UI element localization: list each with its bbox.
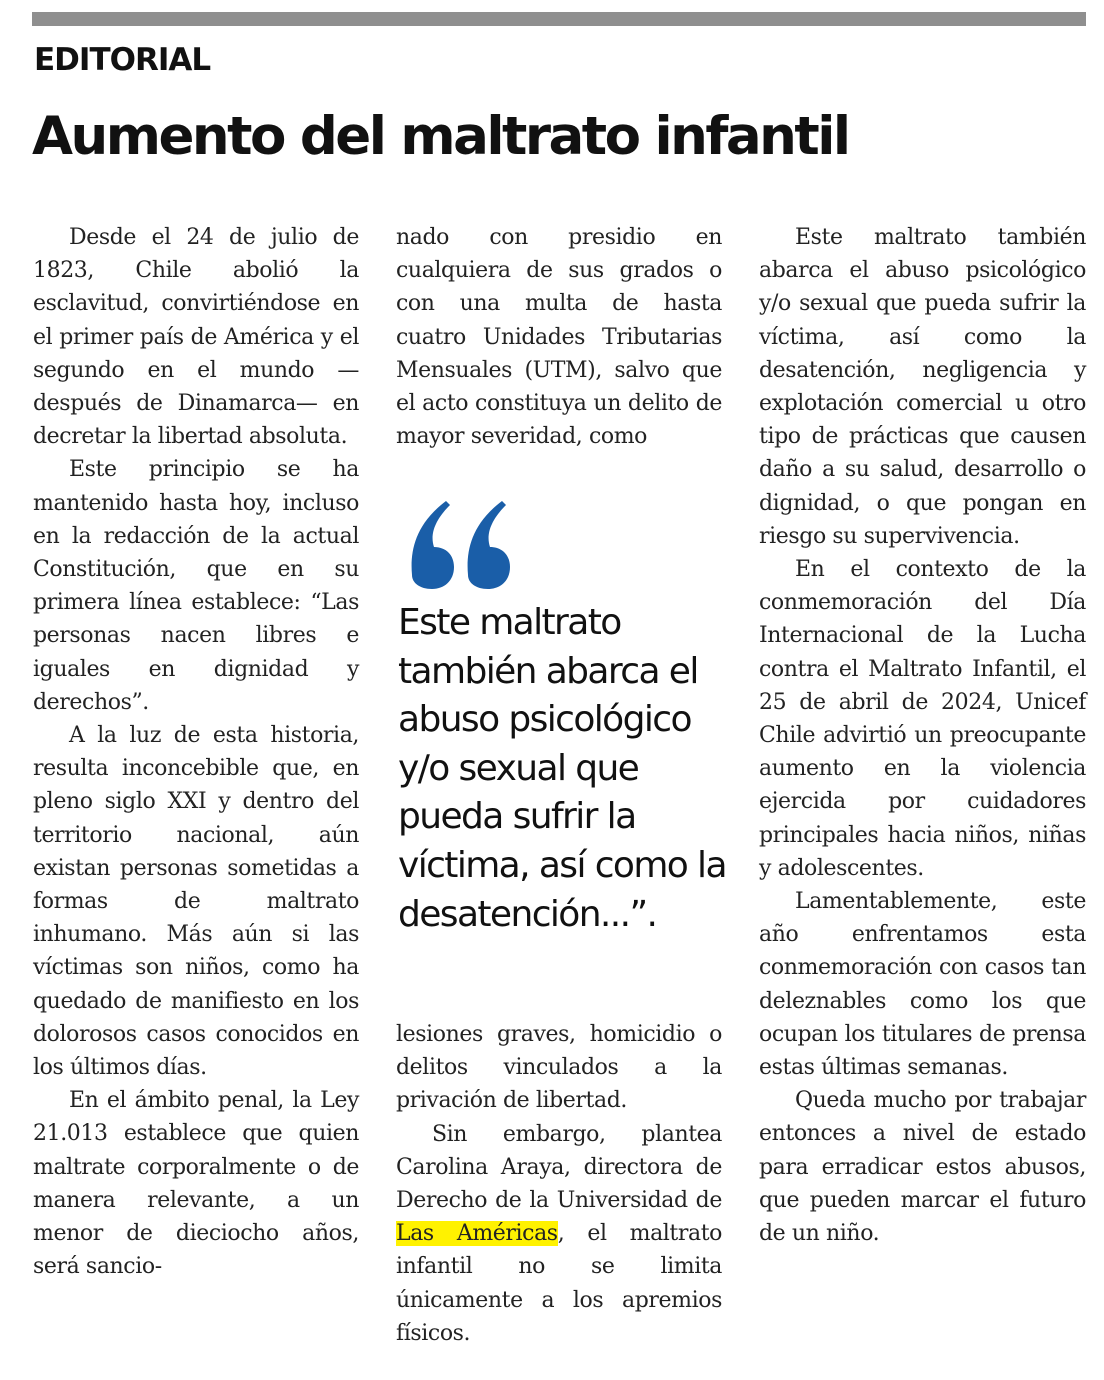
headline: Aumento del maltrato infantil [32, 106, 849, 167]
paragraph: En el contexto de la conmemoración del Día Internacional de la Lucha contra el Maltrato Infantil, el 25 de abril de 2024, Unicef Chile advirtió un preocupante aumento en la violencia ejercida por cuidadores principales hacia niños, niñas y adolescentes. [759, 557, 1086, 881]
paragraph-continued: lesiones graves, homicidio o delitos vinculados a la privación de libertad. [396, 1022, 722, 1114]
paragraph: Este principio se ha mantenido hasta hoy, incluso en la redacción de la actual Constitución, que en su primera línea establece: “Las personas nacen libres e iguales en dignidad y derechos”. [33, 457, 359, 715]
highlighted-text: Las Américas [396, 1221, 558, 1247]
paragraph: Desde el 24 de julio de 1823, Chile abolió la esclavitud, convirtiéndose en el primer país de América y el segundo en el mundo —después de Dinamarca— en decretar la libertad absoluta. [33, 225, 359, 450]
column-2-bottom [396, 1018, 722, 1350]
paragraph: En el ámbito penal, la Ley 21.013 establece que quien maltrate corporalmente o de manera relevante, a un menor de dieciocho años, será sancio- [33, 1088, 359, 1280]
paragraph [396, 1118, 722, 1350]
top-rule [32, 12, 1086, 26]
column-1 [33, 221, 359, 1284]
pull-quote [396, 495, 726, 955]
paragraph: Lamentablemente, este año enfrentamos esta conmemoración con casos tan deleznables como los que ocupan los titulares de prensa estas últimas semanas. [759, 889, 1086, 1081]
paragraph: A la luz de esta historia, resulta inconcebible que, en pleno siglo XXI y dentro del territorio nacional, aún existan personas sometidas a formas de maltrato inhumano. Más aún si las víctimas son niños, como ha quedado de manifiesto en los dolorosos casos conocidos en los últimos días. [33, 723, 359, 1081]
column-2-top [396, 221, 722, 453]
paragraph-continued: nado con presidio en cualquiera de sus grados o con una multa de hasta cuatro Unidades Tributarias Mensuales (UTM), salvo que el acto constituya un delito de mayor severidad, como [396, 225, 722, 450]
pull-quote-text: Este maltrato también abarca el abuso psicológico y/o sexual que pueda sufrir la víctima, así como la desatención...”. [398, 602, 726, 935]
section-label: EDITORIAL [34, 42, 211, 78]
column-3 [759, 221, 1086, 1250]
paragraph: Este maltrato también abarca el abuso psicológico y/o sexual que pueda sufrir la víctima, así como la desatención, negligencia y explotación comercial u otro tipo de prácticas que causen daño a su salud, desarrollo o dignidad, o que pongan en riesgo su supervivencia. [759, 225, 1086, 549]
paragraph: Queda mucho por trabajar entonces a nivel de estado para erradicar estos abusos, que pueden marcar el futuro de un niño. [759, 1088, 1086, 1247]
paragraph-part: Sin embargo, plantea Carolina Araya, directora de Derecho de la Universidad de [396, 1121, 722, 1214]
paragraph-part: , el maltrato infantil no se limita únicamente a los apremios físicos. [396, 1221, 722, 1346]
quote-mark-icon [402, 495, 518, 591]
